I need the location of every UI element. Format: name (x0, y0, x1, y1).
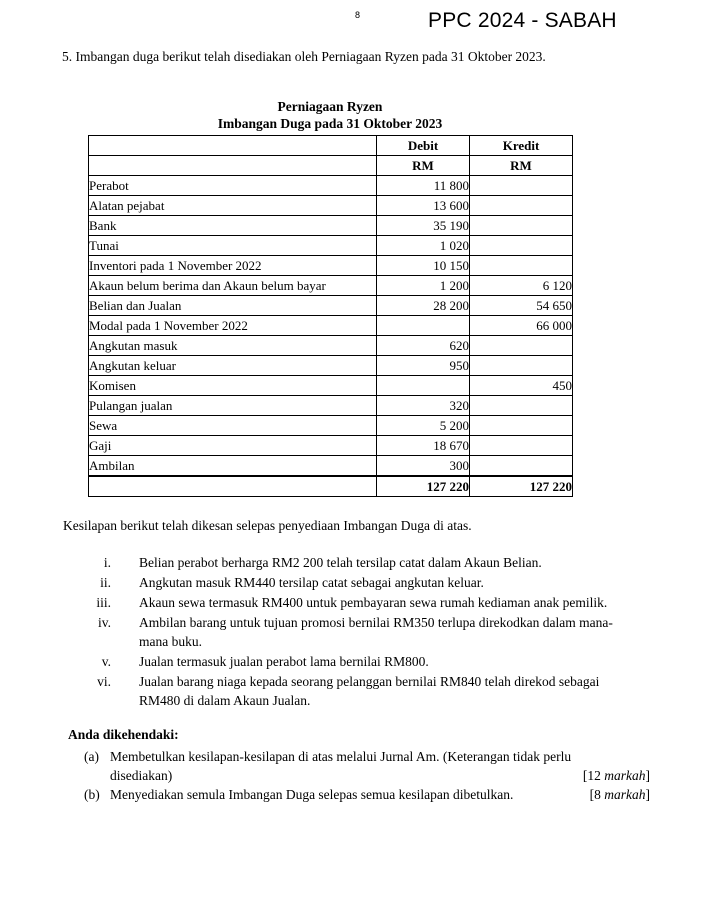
table-row (89, 456, 573, 477)
row-debit: 28 200 (377, 296, 470, 316)
table-row (89, 296, 573, 316)
errors-intro-text: Kesilapan berikut telah dikesan selepas penyediaan Imbangan Duga di atas. (63, 518, 472, 533)
list-item-numeral: vi. (97, 674, 111, 689)
exam-title: PPC 2024 - SABAH (428, 9, 617, 32)
requirement-text: Membetulkan kesilapan-kesilapan di atas melalui Jurnal Am. (Keterangan tidak perlu (110, 749, 572, 764)
currency-cell-description (89, 156, 377, 176)
requirement-item-a (84, 747, 650, 785)
marks-open: [12 (582, 768, 605, 783)
table-row (89, 276, 573, 296)
list-item (63, 652, 663, 671)
row-credit (470, 436, 573, 456)
row-debit: 950 (377, 356, 470, 376)
list-item-line2: RM480 di dalam Akaun Jualan. (139, 693, 311, 708)
row-credit (470, 216, 573, 236)
row-credit (470, 356, 573, 376)
table-row (89, 196, 573, 216)
currency-cell-credit: RM (470, 156, 573, 176)
row-description: Angkutan keluar (89, 356, 377, 376)
list-item (63, 553, 663, 572)
table-row (89, 436, 573, 456)
list-item-numeral: iv. (98, 615, 111, 630)
row-credit (470, 396, 573, 416)
trial-balance-body (89, 136, 573, 497)
requirement-text: Menyediakan semula Imbangan Duga selepas semua kesilapan dibetulkan. (110, 787, 514, 802)
row-debit: 18 670 (377, 436, 470, 456)
errors-list (63, 553, 663, 711)
table-row (89, 396, 573, 416)
requirements-list (84, 747, 650, 804)
table-row (89, 336, 573, 356)
row-description: Angkutan masuk (89, 336, 377, 356)
row-debit: 300 (377, 456, 470, 477)
table-totals-row (89, 476, 573, 497)
marks-word: markah (604, 768, 646, 783)
row-debit (377, 376, 470, 396)
row-description: Tunai (89, 236, 377, 256)
list-item (63, 593, 663, 612)
page-header (0, 0, 710, 44)
row-description: Modal pada 1 November 2022 (89, 316, 377, 336)
requirements-heading: Anda dikehendaki: (68, 727, 179, 742)
row-debit: 1 200 (377, 276, 470, 296)
row-debit: 320 (377, 396, 470, 416)
marks-close: ] (645, 768, 650, 783)
row-credit (470, 176, 573, 196)
row-description: Komisen (89, 376, 377, 396)
row-credit (470, 256, 573, 276)
table-row (89, 176, 573, 196)
row-credit (470, 416, 573, 436)
list-item (63, 573, 663, 592)
list-item-text: Akaun sewa termasuk RM400 untuk pembayaran sewa rumah kediaman anak pemilik. (139, 595, 608, 610)
list-item-text: Angkutan masuk RM440 tersilap catat sebagai angkutan keluar. (139, 575, 484, 590)
list-item-line2: mana buku. (139, 634, 202, 649)
currency-cell-debit: RM (377, 156, 470, 176)
list-item-text (115, 613, 663, 651)
row-debit (377, 316, 470, 336)
row-description: Alatan pejabat (89, 196, 377, 216)
row-description: Inventori pada 1 November 2022 (89, 256, 377, 276)
totals-credit: 127 220 (470, 476, 573, 497)
row-credit: 66 000 (470, 316, 573, 336)
row-description: Akaun belum berima dan Akaun belum bayar (89, 276, 377, 296)
row-description: Belian dan Jualan (89, 296, 377, 316)
list-item-text: Jualan termasuk jualan perabot lama bernilai RM800. (139, 654, 429, 669)
table-row (89, 256, 573, 276)
marks-word: markah (604, 787, 646, 802)
list-item-text: Belian perabot berharga RM2 200 telah tersilap catat dalam Akaun Belian. (139, 555, 542, 570)
table-currency-row (89, 156, 573, 176)
question-intro-text: 5. Imbangan duga berikut telah disediakan oleh Perniagaan Ryzen pada 31 Oktober 2023. (62, 49, 546, 64)
row-debit: 5 200 (377, 416, 470, 436)
marks-close: ] (645, 787, 650, 802)
page-number: 8 (355, 10, 361, 20)
marks-open: [8 (589, 787, 605, 802)
list-item-line1: Ambilan barang untuk tujuan promosi bernilai RM350 terlupa direkodkan dalam mana- (139, 615, 613, 630)
row-credit (470, 456, 573, 477)
row-description: Gaji (89, 436, 377, 456)
row-debit: 1 020 (377, 236, 470, 256)
row-credit: 54 650 (470, 296, 573, 316)
list-item-numeral: iii. (96, 595, 111, 610)
trial-balance-block (88, 98, 572, 497)
row-credit: 450 (470, 376, 573, 396)
marks-allocation (583, 766, 650, 785)
totals-debit: 127 220 (377, 476, 470, 497)
table-row (89, 316, 573, 336)
totals-description (89, 476, 377, 497)
list-item-numeral: ii. (100, 575, 111, 590)
row-credit (470, 236, 573, 256)
list-item-numeral: v. (101, 654, 111, 669)
row-credit (470, 196, 573, 216)
row-debit: 10 150 (377, 256, 470, 276)
list-item-numeral: i. (103, 555, 111, 570)
row-debit: 11 800 (377, 176, 470, 196)
requirement-label: (b) (84, 787, 100, 802)
header-cell-credit: Kredit (470, 136, 573, 156)
row-credit (470, 336, 573, 356)
table-row (89, 356, 573, 376)
trial-balance-statement-title: Imbangan Duga pada 31 Oktober 2023 (217, 116, 443, 131)
list-item (63, 613, 663, 651)
row-description: Ambilan (89, 456, 377, 477)
header-cell-debit: Debit (377, 136, 470, 156)
row-description: Bank (89, 216, 377, 236)
row-description: Pulangan jualan (89, 396, 377, 416)
row-debit: 35 190 (377, 216, 470, 236)
marks-allocation (590, 785, 650, 804)
table-header-row (89, 136, 573, 156)
row-debit: 13 600 (377, 196, 470, 216)
row-credit: 6 120 (470, 276, 573, 296)
table-row (89, 216, 573, 236)
table-row (89, 236, 573, 256)
header-cell-description (89, 136, 377, 156)
row-debit: 620 (377, 336, 470, 356)
trial-balance-table (88, 135, 573, 497)
row-description: Perabot (89, 176, 377, 196)
list-item-line1: Jualan barang niaga kepada seorang pelanggan bernilai RM840 telah direkod sebagai (139, 674, 600, 689)
requirement-label: (a) (84, 749, 99, 764)
trial-balance-company-name: Perniagaan Ryzen (277, 99, 383, 114)
requirement-continuation-text: disediakan) (110, 768, 173, 783)
table-row (89, 416, 573, 436)
list-item (63, 672, 663, 710)
requirement-continuation-row (84, 766, 650, 785)
requirement-item-b (84, 785, 650, 804)
table-row (89, 376, 573, 396)
list-item-text (115, 672, 663, 710)
row-description: Sewa (89, 416, 377, 436)
